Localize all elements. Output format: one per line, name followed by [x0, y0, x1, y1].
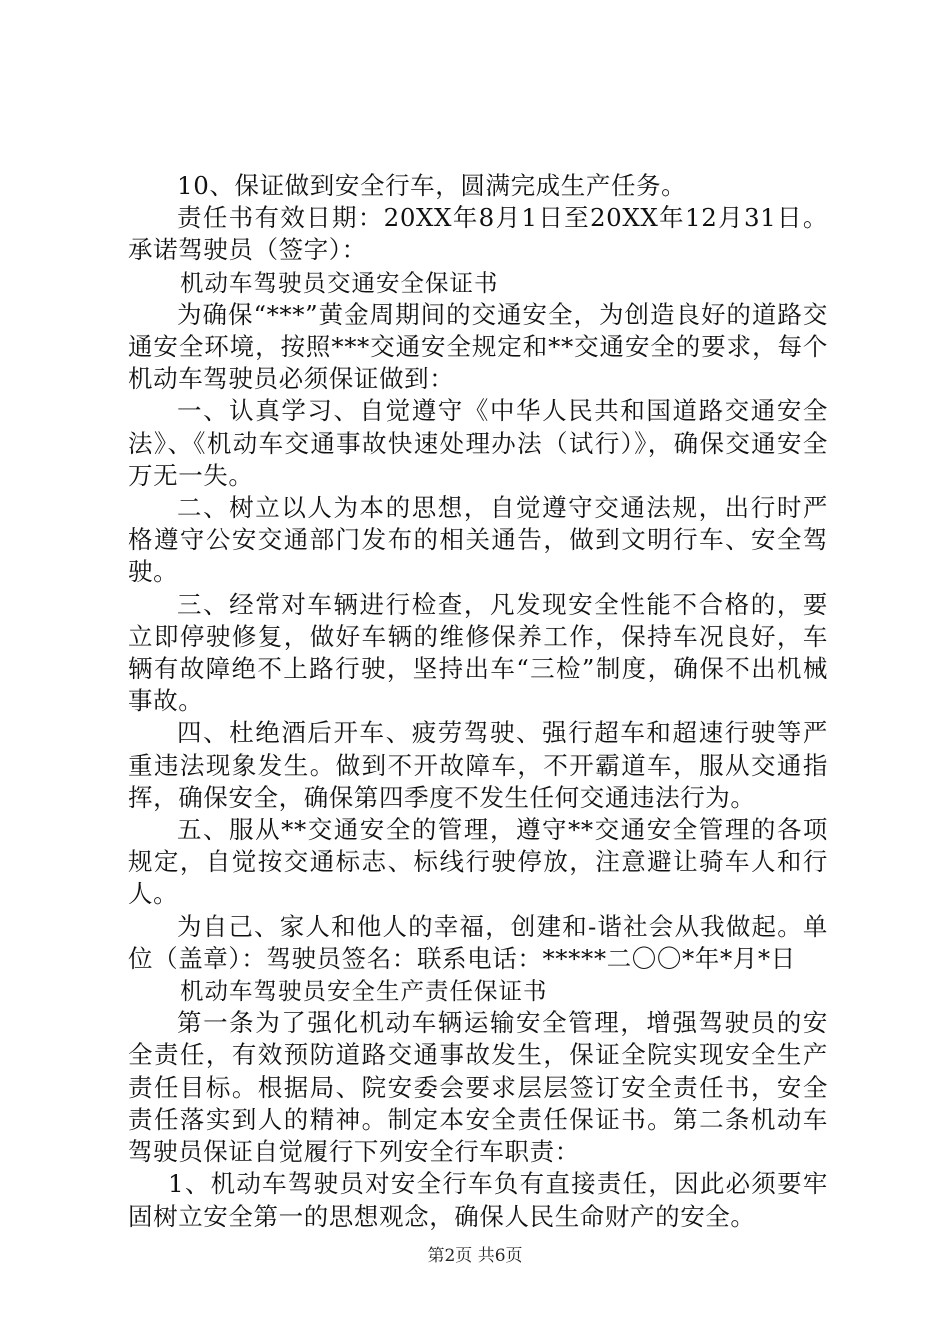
pledge-item-1: 一、认真学习、自觉遵守《中华人民共和国道路交通安全法》、《机动车交通事故快速处理办法（试行）》，确保交通安全万无一失。 [128, 396, 828, 490]
paragraph-item-10: 10、保证做到安全行车，圆满完成生产任务。 [177, 171, 687, 200]
document-body [128, 170, 828, 1233]
section-title-traffic-safety-pledge: 机动车驾驶员交通安全保证书 [180, 268, 499, 297]
intro-paragraph: 为确保“***”黄金周期间的交通安全，为创造良好的道路交通安全环境，按照***交通安全规定和**交通安全的要求，每个机动车驾驶员必须保证做到： [128, 299, 828, 394]
page-number-footer: 第2页 共6页 [427, 1246, 523, 1266]
pledge-item-2: 二、树立以人为本的思想，自觉遵守交通法规，出行时严格遵守公安交通部门发布的相关通告，做到文明行车、安全驾驶。 [128, 493, 828, 587]
validity-and-signature-line: 责任书有效日期：20XX年8月1日至20XX年12月31日。承诺驾驶员（签字）： [128, 203, 828, 265]
pledge-item-3: 三、经常对车辆进行检查，凡发现安全性能不合格的，要立即停驶修复，做好车辆的维修保养工作，保持车况良好，车辆有故障绝不上路行驶，坚持出车“三检”制度，确保不出机械事故。 [128, 589, 828, 716]
article-paragraph: 第一条为了强化机动车辆运输安全管理，增强驾驶员的安全责任，有效预防道路交通事故发生，保证全院实现安全生产责任目标。根据局、院安委会要求层层签订安全责任书，安全责任落实到人的精神。制定本安全责任保证书。第二条机动车驾驶员保证自觉履行下列安全行车职责： [128, 1008, 828, 1167]
pledge-item-5: 五、服从**交通安全的管理，遵守**交通安全管理的各项规定，自觉按交通标志、标线行驶停放，注意避让骑车人和行人。 [128, 815, 828, 909]
pledge-item-4: 四、杜绝酒后开车、疲劳驾驶、强行超车和超速行驶等严重违法现象发生。做到不开故障车，不开霸道车，服从交通指挥，确保安全，确保第四季度不发生任何交通违法行为。 [128, 718, 828, 812]
section-title-production-responsibility: 机动车驾驶员安全生产责任保证书 [180, 977, 548, 1006]
closing-and-signature-line: 为自己、家人和他人的幸福，创建和-谐社会从我做起。单位（盖章）：驾驶员签名：联系电话：*****二〇〇*年*月*日 [128, 911, 828, 973]
duty-item-1: 1、机动车驾驶员对安全行车负有直接责任，因此必须要牢固树立安全第一的思想观念，确保人民生命财产的安全。 [128, 1169, 828, 1231]
